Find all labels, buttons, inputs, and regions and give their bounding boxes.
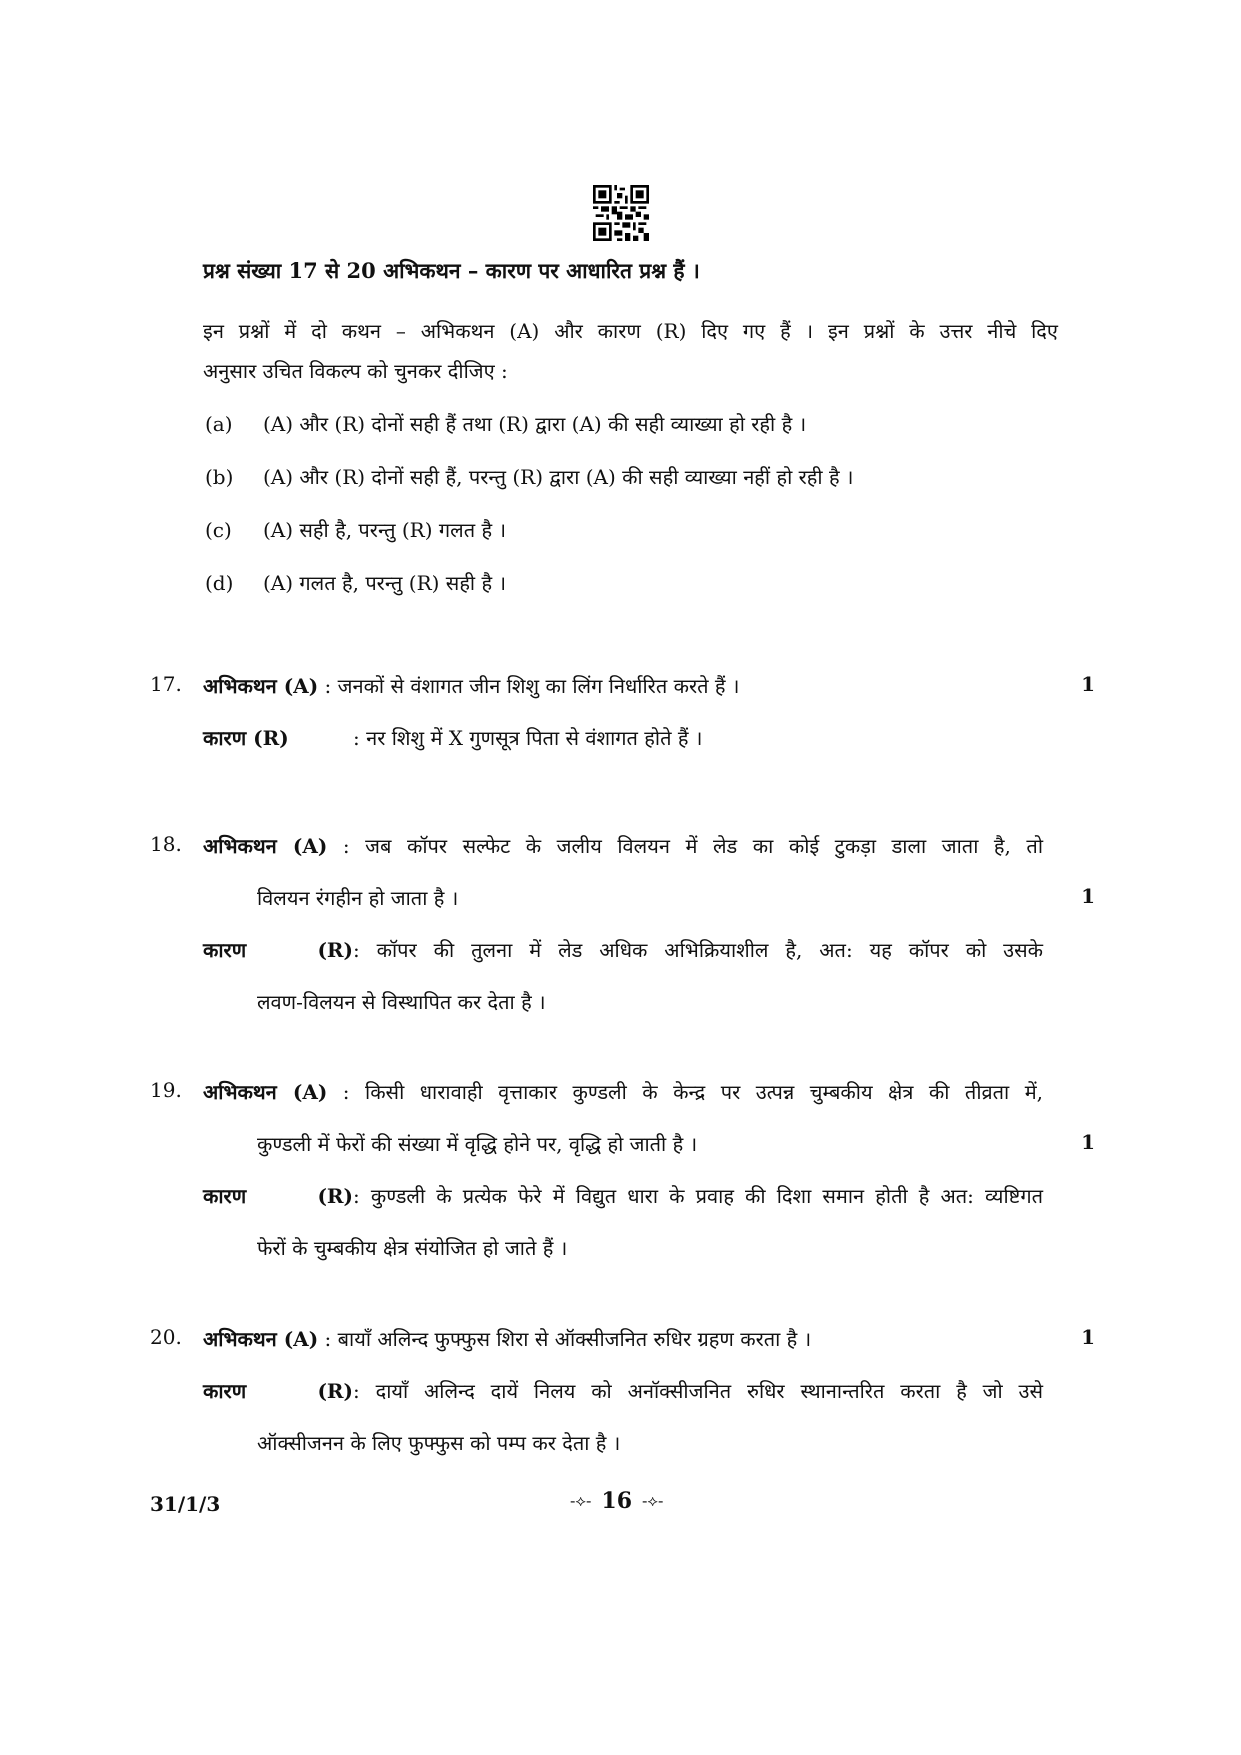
assertion-text: : जनकों से वंशागत जीन शिशु का लिंग निर्धारित करते हैं । xyxy=(324,674,740,698)
assertion-label: अभिकथन (A) xyxy=(203,674,319,698)
reason-continuation: फेरों के चुम्बकीय क्षेत्र संयोजित हो जाते हैं । xyxy=(257,1236,568,1260)
option-label: (b) xyxy=(205,465,234,489)
assertion-line xyxy=(203,1078,1043,1105)
section-title: प्रश्न संख्या 17 से 20 अभिकथन – कारण पर आधारित प्रश्न हैं । xyxy=(203,258,700,283)
assertion-continuation: विलयन रंगहीन हो जाता है । xyxy=(257,886,459,910)
assertion-continuation: कुण्डली में फेरों की संख्या में वृद्धि होने पर, वृद्धि हो जाती है । xyxy=(257,1132,698,1156)
instruction-line-2: अनुसार उचित विकल्प को चुनकर दीजिए : xyxy=(203,359,508,383)
marks: 1 xyxy=(1081,672,1095,696)
assertion-label: अभिकथन (A) xyxy=(203,834,328,858)
option-text: (A) और (R) दोनों सही हैं, परन्तु (R) द्वारा (A) की सही व्याख्या नहीं हो रही है । xyxy=(263,465,854,489)
assertion-text: : बायाँ अलिन्द फुफ्फुस शिरा से ऑक्सीजनित रुधिर ग्रहण करता है । xyxy=(324,1327,812,1351)
reason-line xyxy=(203,1377,1043,1404)
reason-text: : दायाँ अलिन्द दायें निलय को अनॉक्सीजनित रुधिर स्थानान्तरित करता है जो उसे xyxy=(353,1379,1043,1403)
question-number: 19. xyxy=(150,1078,182,1102)
reason-label: कारण (R) xyxy=(203,1184,353,1208)
reason-line xyxy=(203,1182,1043,1209)
option-label: (c) xyxy=(205,518,232,542)
paper-code: 31/1/3 xyxy=(150,1492,221,1516)
assertion-line xyxy=(203,672,739,699)
ornament-right-icon: -⟡- xyxy=(642,1491,664,1510)
reason-label: कारण (R) xyxy=(203,938,353,962)
option-text: (A) गलत है, परन्तु (R) सही है । xyxy=(263,571,507,595)
reason-label: कारण (R) xyxy=(203,1379,353,1403)
reason-line xyxy=(203,724,702,751)
option-label: (d) xyxy=(205,571,234,595)
option-a xyxy=(205,410,806,437)
option-text: (A) सही है, परन्तु (R) गलत है । xyxy=(263,518,507,542)
assertion-line xyxy=(203,832,1043,859)
marks: 1 xyxy=(1081,1325,1095,1349)
question-number: 17. xyxy=(150,672,182,696)
assertion-text: : जब कॉपर सल्फेट के जलीय विलयन में लेड का कोई टुकड़ा डाला जाता है, तो xyxy=(342,834,1044,858)
assertion-label: अभिकथन (A) xyxy=(203,1080,328,1104)
page-number: 16 xyxy=(601,1488,633,1514)
reason-text: : कॉपर की तुलना में लेड अधिक अभिक्रियाशील है, अत: यह कॉपर को उसके xyxy=(353,938,1043,962)
reason-label: कारण (R) xyxy=(203,726,289,750)
option-label: (a) xyxy=(205,412,233,436)
option-c xyxy=(205,516,506,543)
assertion-text: : किसी धारावाही वृत्ताकार कुण्डली के केन्द्र पर उत्पन्न चुम्बकीय क्षेत्र की तीव्रता में, xyxy=(342,1080,1044,1104)
assertion-line xyxy=(203,1325,811,1352)
ornament-left-icon: -⟡- xyxy=(570,1491,592,1510)
reason-continuation: ऑक्सीजनन के लिए फुफ्फुस को पम्प कर देता है । xyxy=(257,1431,621,1455)
page-number-block xyxy=(570,1488,663,1514)
reason-continuation: लवण-विलयन से विस्थापित कर देता है । xyxy=(257,990,546,1014)
question-number: 18. xyxy=(150,832,182,856)
option-d xyxy=(205,569,506,596)
assertion-label: अभिकथन (A) xyxy=(203,1327,319,1351)
option-b xyxy=(205,463,854,490)
question-number: 20. xyxy=(150,1325,182,1349)
marks: 1 xyxy=(1081,1130,1095,1154)
qr-code-icon xyxy=(593,185,649,241)
instruction-line-1: इन प्रश्नों में दो कथन – अभिकथन (A) और कारण (R) दिए गए हैं । इन प्रश्नों के उत्तर नीचे दिए xyxy=(203,319,1058,343)
reason-line xyxy=(203,936,1043,963)
reason-text: : कुण्डली के प्रत्येक फेरे में विद्युत धारा के प्रवाह की दिशा समान होती है अत: व्यष्टिगत xyxy=(353,1184,1043,1208)
option-text: (A) और (R) दोनों सही हैं तथा (R) द्वारा (A) की सही व्याख्या हो रही है । xyxy=(263,412,807,436)
reason-text: : नर शिशु में X गुणसूत्र पिता से वंशागत होते हैं । xyxy=(353,726,703,750)
marks: 1 xyxy=(1081,884,1095,908)
